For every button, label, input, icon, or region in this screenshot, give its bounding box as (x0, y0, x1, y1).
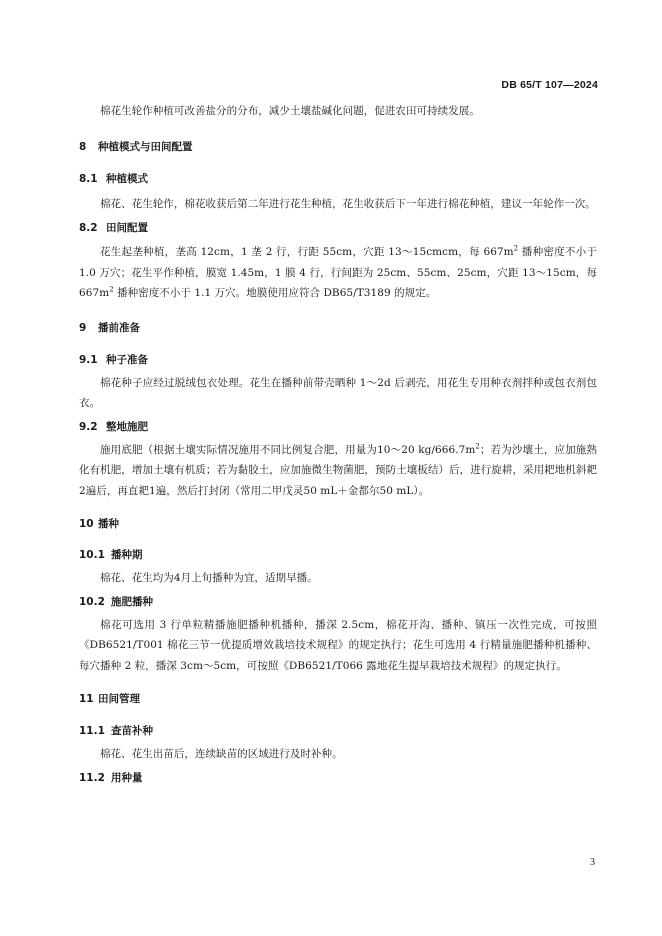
section-10-2-text: 棉花可选用 3 行单粒精播施肥播种机播种，播深 2.5cm，棉花开沟、播种、镇压一次性完成，可按照《DB6521/T001 棉花三节一优提质增效栽培技术规程》的规定执行；花生可选用 4 行精量施肥播种机播种、每穴播种 2 粒，播深 3cm～5cm，可按照《DB6521/T066 露地花生提早栽培技术规程》的规定执行。 (79, 618, 597, 672)
text-part: 花生起垄种植，垄高 12cm，1 垄 2 行，行距 55cm，穴距 13～15cmcm，每 667m (100, 246, 514, 258)
section-title: 播前准备 (98, 321, 140, 334)
section-number: 11.1 (79, 725, 105, 737)
section-9-1-heading (79, 352, 597, 368)
section-number: 9 (79, 321, 87, 334)
section-title: 整地施肥 (106, 420, 148, 433)
section-number: 8.1 (79, 172, 98, 185)
section-number: 11 (79, 693, 94, 705)
section-8-heading (79, 139, 597, 155)
text-part: 施用底肥（根据土壤实际情况施用不同比例复合肥，用量为10～20 kg/666.7m (100, 443, 476, 456)
section-title: 播种 (98, 518, 119, 530)
section-11-heading (79, 691, 597, 707)
section-number: 10.1 (79, 549, 105, 561)
section-9-2-heading (79, 419, 597, 435)
section-8-1-text: 棉花、花生轮作，棉花收获后第二年进行花生种植，花生收获后下一年进行棉花种植，建议一年轮作一次。 (100, 197, 596, 210)
section-title: 田间管理 (98, 693, 140, 705)
section-title: 种子准备 (106, 353, 148, 366)
document-body (79, 101, 597, 786)
section-9-heading (79, 320, 597, 336)
page-number: 3 (590, 857, 595, 868)
section-8-2-text (79, 242, 597, 304)
section-number: 10 (79, 518, 94, 530)
section-10-heading (79, 516, 597, 532)
text-part: 播种密度不小于 1.1 万穴。地膜使用应符合 DB65/T3189 的规定。 (113, 287, 437, 299)
superscript: 2 (109, 285, 114, 294)
section-title: 播种期 (111, 549, 143, 561)
section-11-1-heading (79, 723, 597, 739)
section-number: 9.1 (79, 353, 98, 366)
section-title: 施肥播种 (111, 595, 153, 608)
superscript: 2 (513, 244, 519, 253)
section-number: 10.2 (79, 595, 105, 608)
section-number: 8.2 (79, 222, 98, 234)
section-title: 田间配置 (106, 222, 148, 234)
section-11-1-text: 棉花、花生出苗后，连续缺苗的区域进行及时补种。 (100, 748, 343, 760)
section-title: 种植模式与田间配置 (98, 140, 193, 153)
section-title: 查苗补种 (111, 725, 153, 737)
section-8-1-heading (79, 171, 597, 187)
text-part: ；若为沙壤土，应加施熟化有机肥，增加土壤有机质；若为黏胶土，应加施微生物菌肥，预防土壤板结）后，进行旋耕，采用耙地机斜耙2遍后，再直耙1遍，然后打封闭（常用二甲戊灵50 mL＋金都尔50 mL）。 (79, 443, 597, 497)
section-number: 8 (79, 140, 87, 153)
section-number: 11.2 (79, 771, 105, 784)
section-9-2-text (79, 440, 597, 502)
section-10-1-heading (79, 547, 597, 563)
section-9-1-text: 棉花种子应经过脱绒包衣处理。花生在播种前带壳晒种 1～2d 后剥壳，用花生专用种衣剂拌种或包衣剂包衣。 (79, 376, 597, 409)
section-number: 9.2 (79, 420, 98, 433)
superscript: 2 (475, 442, 480, 450)
section-10-2-heading (79, 594, 597, 610)
text-part: 播种密度不小于 1.0 万穴；花生平作种植，膜宽 1.45m，1 膜 4 行，行间距为 25cm、55cm、25cm，穴距 13～15cm，每 667m (79, 246, 597, 299)
standard-code: DB 65/T 107—2024 (501, 79, 598, 91)
intro-paragraph: 棉花生轮作种植可改善盐分的分布，减少土壤盐碱化问题，促进农田可持续发展。 (100, 105, 480, 117)
section-11-2-heading (79, 770, 597, 786)
section-10-1-text: 棉花、花生均为4月上旬播种为宜，适期早播。 (100, 572, 318, 584)
section-8-2-heading (79, 220, 597, 236)
section-title: 种植模式 (106, 172, 148, 185)
section-title: 用种量 (111, 771, 143, 784)
